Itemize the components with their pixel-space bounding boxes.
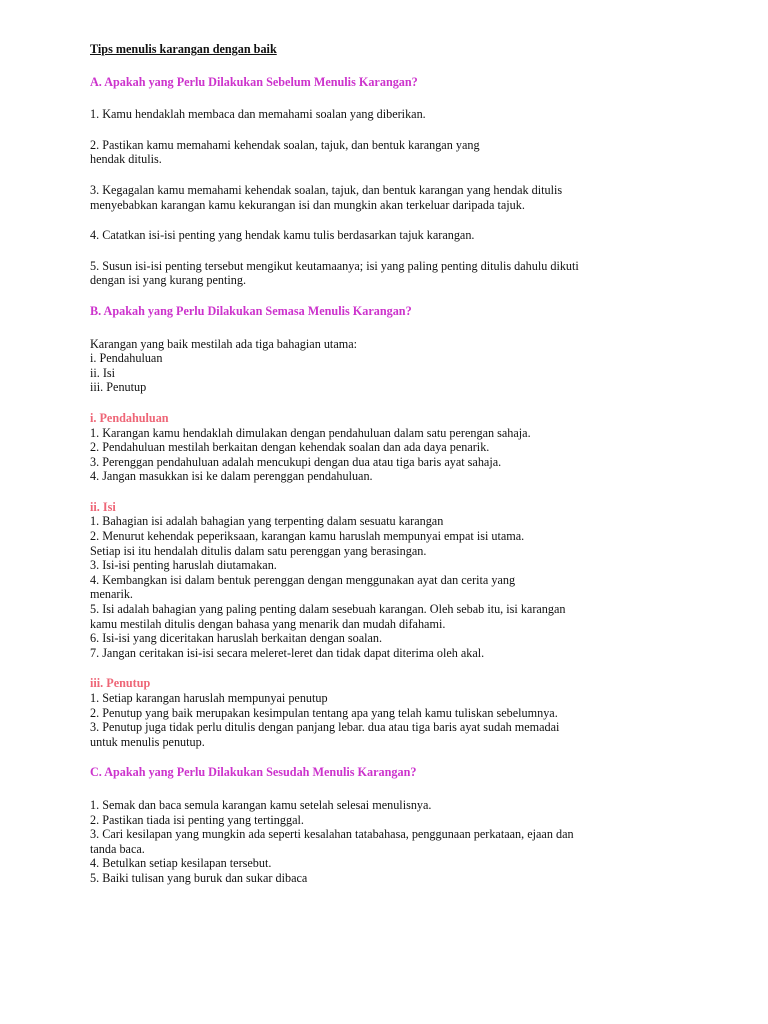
section-b-intro-line: ii. Isi bbox=[90, 365, 116, 380]
pendahuluan-heading: i. Pendahuluan bbox=[90, 410, 169, 425]
penutup-block bbox=[90, 676, 728, 749]
isi-item: 4. Kembangkan isi dalam bentuk perenggan dengan menggunakan ayat dan cerita yang menarik. bbox=[90, 572, 516, 602]
section-b-intro-line: Karangan yang baik mestilah ada tiga bahagian utama: bbox=[90, 336, 358, 351]
section-b-intro-line: i. Pendahuluan bbox=[90, 351, 163, 366]
section-a-item-1: 1. Kamu hendaklah membaca dan memahami soalan yang diberikan. bbox=[90, 107, 426, 122]
section-b-intro bbox=[90, 337, 728, 395]
isi-item: 1. Bahagian isi adalah bahagian yang terpenting dalam sesuatu karangan bbox=[90, 514, 444, 529]
section-a-heading: A. Apakah yang Perlu Dilakukan Sebelum Menulis Karangan? bbox=[90, 74, 418, 89]
penutup-item: 2. Penutup yang baik merupakan kesimpulan tentang apa yang telah kamu tuliskan sebelumnya. bbox=[90, 705, 558, 720]
isi-block bbox=[90, 500, 728, 661]
penutup-heading: iii. Penutup bbox=[90, 676, 151, 691]
pendahuluan-item: 1. Karangan kamu hendaklah dimulakan dengan pendahuluan dalam satu perengan sahaja. bbox=[90, 425, 531, 440]
section-b-heading: B. Apakah yang Perlu Dilakukan Semasa Menulis Karangan? bbox=[90, 303, 412, 318]
pendahuluan-item: 2. Pendahuluan mestilah berkaitan dengan kehendak soalan dan ada daya penarik. bbox=[90, 440, 490, 455]
section-c-heading: C. Apakah yang Perlu Dilakukan Sesudah Menulis Karangan? bbox=[90, 765, 417, 780]
isi-item: 2. Menurut kehendak peperiksaan, karangan kamu haruslah mempunyai empat isi utama. Setiap isi itu hendalah ditulis dalam satu perenggan yang berasingan. bbox=[90, 529, 525, 558]
section-c-item: 3. Cari kesilapan yang mungkin ada seperti kesalahan tatabahasa, penggunaan perkataan, ejaan dan tanda baca. bbox=[90, 827, 574, 856]
section-c-list bbox=[90, 798, 728, 886]
pendahuluan-block bbox=[90, 411, 728, 484]
section-c-item: 1. Semak dan baca semula karangan kamu setelah selesai menulisnya. bbox=[90, 797, 432, 812]
isi-item: 5. Isi adalah bahagian yang paling penting dalam sesebuah karangan. Oleh sebab itu, isi karangan kamu mestilah ditulis dengan bahasa yang menarik dan mudah difahami. bbox=[90, 602, 566, 631]
section-c-item: 2. Pastikan tiada isi penting yang tertinggal. bbox=[90, 812, 304, 827]
isi-heading: ii. Isi bbox=[90, 499, 116, 514]
isi-item: 7. Jangan ceritakan isi-isi secara meleret-leret dan tidak dapat diterima oleh akal. bbox=[90, 645, 485, 660]
section-a-item-3: 3. Kegagalan kamu memahami kehendak soalan, tajuk, dan bentuk karangan yang hendak ditulis menyebabkan karangan kamu kekurangan isi dan mungkin akan terkeluar daripada tajuk. bbox=[90, 182, 563, 212]
penutup-item: 3. Penutup juga tidak perlu ditulis dengan panjang lebar. dua atau tiga baris ayat sudah memadai untuk menulis penutup. bbox=[90, 720, 560, 749]
section-a-item-2: 2. Pastikan kamu memahami kehendak soalan, tajuk, dan bentuk karangan yang hendak ditulis. bbox=[90, 137, 480, 167]
section-a-item-4: 4. Catatkan isi-isi penting yang hendak kamu tulis berdasarkan tajuk karangan. bbox=[90, 228, 475, 243]
pendahuluan-item: 4. Jangan masukkan isi ke dalam perenggan pendahuluan. bbox=[90, 469, 373, 484]
isi-item: 6. Isi-isi yang diceritakan haruslah berkaitan dengan soalan. bbox=[90, 631, 383, 646]
isi-item: 3. Isi-isi penting haruslah diutamakan. bbox=[90, 558, 277, 573]
document-title: Tips menulis karangan dengan baik bbox=[90, 42, 277, 56]
pendahuluan-item: 3. Perenggan pendahuluan adalah mencukupi dengan dua atau tiga baris ayat sahaja. bbox=[90, 454, 502, 469]
section-c-item: 5. Baiki tulisan yang buruk dan sukar dibaca bbox=[90, 870, 308, 885]
section-c-item: 4. Betulkan setiap kesilapan tersebut. bbox=[90, 856, 272, 871]
penutup-item: 1. Setiap karangan haruslah mempunyai penutup bbox=[90, 691, 328, 705]
section-b-intro-line: iii. Penutup bbox=[90, 380, 147, 395]
section-a-item-5: 5. Susun isi-isi penting tersebut mengikut keutamaanya; isi yang paling penting ditulis dahulu dikuti dengan isi yang kurang penting. bbox=[90, 258, 579, 288]
